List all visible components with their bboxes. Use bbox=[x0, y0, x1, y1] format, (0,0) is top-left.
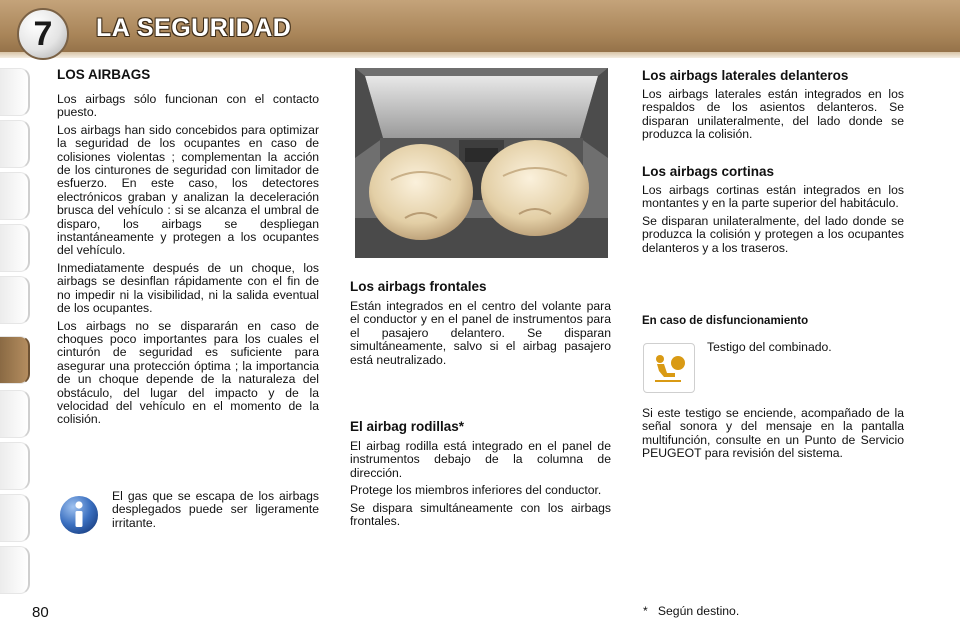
lamp-caption: Testigo del combinado. bbox=[707, 340, 832, 354]
chapter-tab[interactable] bbox=[0, 546, 30, 594]
chapter-tab-active[interactable] bbox=[0, 336, 30, 384]
chapter-tab[interactable] bbox=[0, 120, 30, 168]
chapter-tab[interactable] bbox=[0, 494, 30, 542]
chapter-tab[interactable] bbox=[0, 442, 30, 490]
chapter-tab[interactable] bbox=[0, 172, 30, 220]
malfunction-title: En caso de disfuncionamiento bbox=[642, 315, 809, 327]
paragraph: Los airbags sólo funcionan con el contacto puesto. bbox=[57, 92, 319, 120]
chapter-tab[interactable] bbox=[0, 68, 30, 116]
header-divider bbox=[0, 52, 960, 58]
paragraph: Protege los miembros inferiores del conductor. bbox=[350, 483, 602, 498]
cortinas-text bbox=[642, 184, 904, 259]
laterales-text: Los airbags laterales están integrados en los respaldos de los asientos delanteros. Se disparan unilateralmente, del lado donde se produzca la colisión. bbox=[642, 87, 904, 142]
airbags-deployed-photo bbox=[355, 68, 608, 258]
paragraph: Se dispara simultáneamente con los airbags frontales. bbox=[350, 500, 611, 529]
info-icon bbox=[56, 492, 102, 538]
info-note: El gas que se escapa de los airbags desplegados puede ser ligeramente irritante. bbox=[112, 489, 319, 530]
footnote: * Según destino. bbox=[643, 604, 740, 618]
paragraph: Los airbags cortinas están integrados en los montantes y en la parte superior del habitáculo. bbox=[642, 183, 904, 211]
malfunction-text: Si este testigo se enciende, acompañado de la señal sonora y del mensaje en la pantalla multifunción, consulte en un Punto de Servicio PEUGEOT para revisión del sistema. bbox=[642, 406, 904, 461]
section-title-laterales: Los airbags laterales delanteros bbox=[642, 68, 849, 83]
rodillas-text bbox=[350, 440, 611, 532]
chapter-tab[interactable] bbox=[0, 390, 30, 438]
paragraph: Se disparan unilateralmente, del lado donde se produzca la colisión y protegen a los ocupantes delanteros y a los traseros. bbox=[642, 213, 904, 255]
section-title-cortinas: Los airbags cortinas bbox=[642, 164, 775, 179]
section-title-rodillas: El airbag rodillas* bbox=[350, 419, 465, 434]
chapter-tab[interactable] bbox=[0, 224, 30, 272]
section-title-airbags: LOS AIRBAGS bbox=[57, 67, 151, 82]
paragraph: Inmediatamente después de un choque, los airbags se desinflan rápidamente con el fin de no impedir ni la visibilidad, ni la salida eventual de los ocupantes. bbox=[57, 260, 319, 316]
chapter-number-badge: 7 bbox=[17, 8, 69, 60]
chapter-tabs bbox=[0, 60, 34, 580]
section-title-frontales: Los airbags frontales bbox=[350, 279, 487, 294]
airbag-warning-lamp-icon bbox=[643, 343, 695, 393]
chapter-title: LA SEGURIDAD bbox=[96, 14, 292, 42]
paragraph: Los airbags no se dispararán en caso de choques poco importantes para los cuales el cinturón de seguridad es suficiente para asegurar una protección óptima ; la importancia de un choque depende de la naturaleza del obstáculo, del lugar del impacto y de la velocidad del vehículo en el momento de la colisión. bbox=[57, 318, 319, 427]
paragraph: Los airbags han sido concebidos para optimizar la seguridad de los ocupantes en caso de colisiones violentas ; complementan la acción de los cinturones de seguridad con limitador de esfuerzo. En este caso, los detectores electrónicos graban y analizan la deceleración brusca del vehículo : si se alcanza el umbral de disparo, los airbags se despliegan instantáneamente y protegen a los ocupantes del vehículo. bbox=[57, 122, 319, 258]
frontales-text: Están integrados en el centro del volante para el conductor y en el panel de instrumentos para el pasajero delantero. Se disparan simultáneamente, salvo si el airbag pasajero está neutralizado. bbox=[350, 299, 611, 367]
chapter-tab[interactable] bbox=[0, 276, 30, 324]
paragraph: El airbag rodilla está integrado en el panel de instrumentos debajo de la columna de dirección. bbox=[350, 439, 611, 480]
page-number: 80 bbox=[32, 604, 49, 621]
left-column-text bbox=[57, 93, 319, 431]
